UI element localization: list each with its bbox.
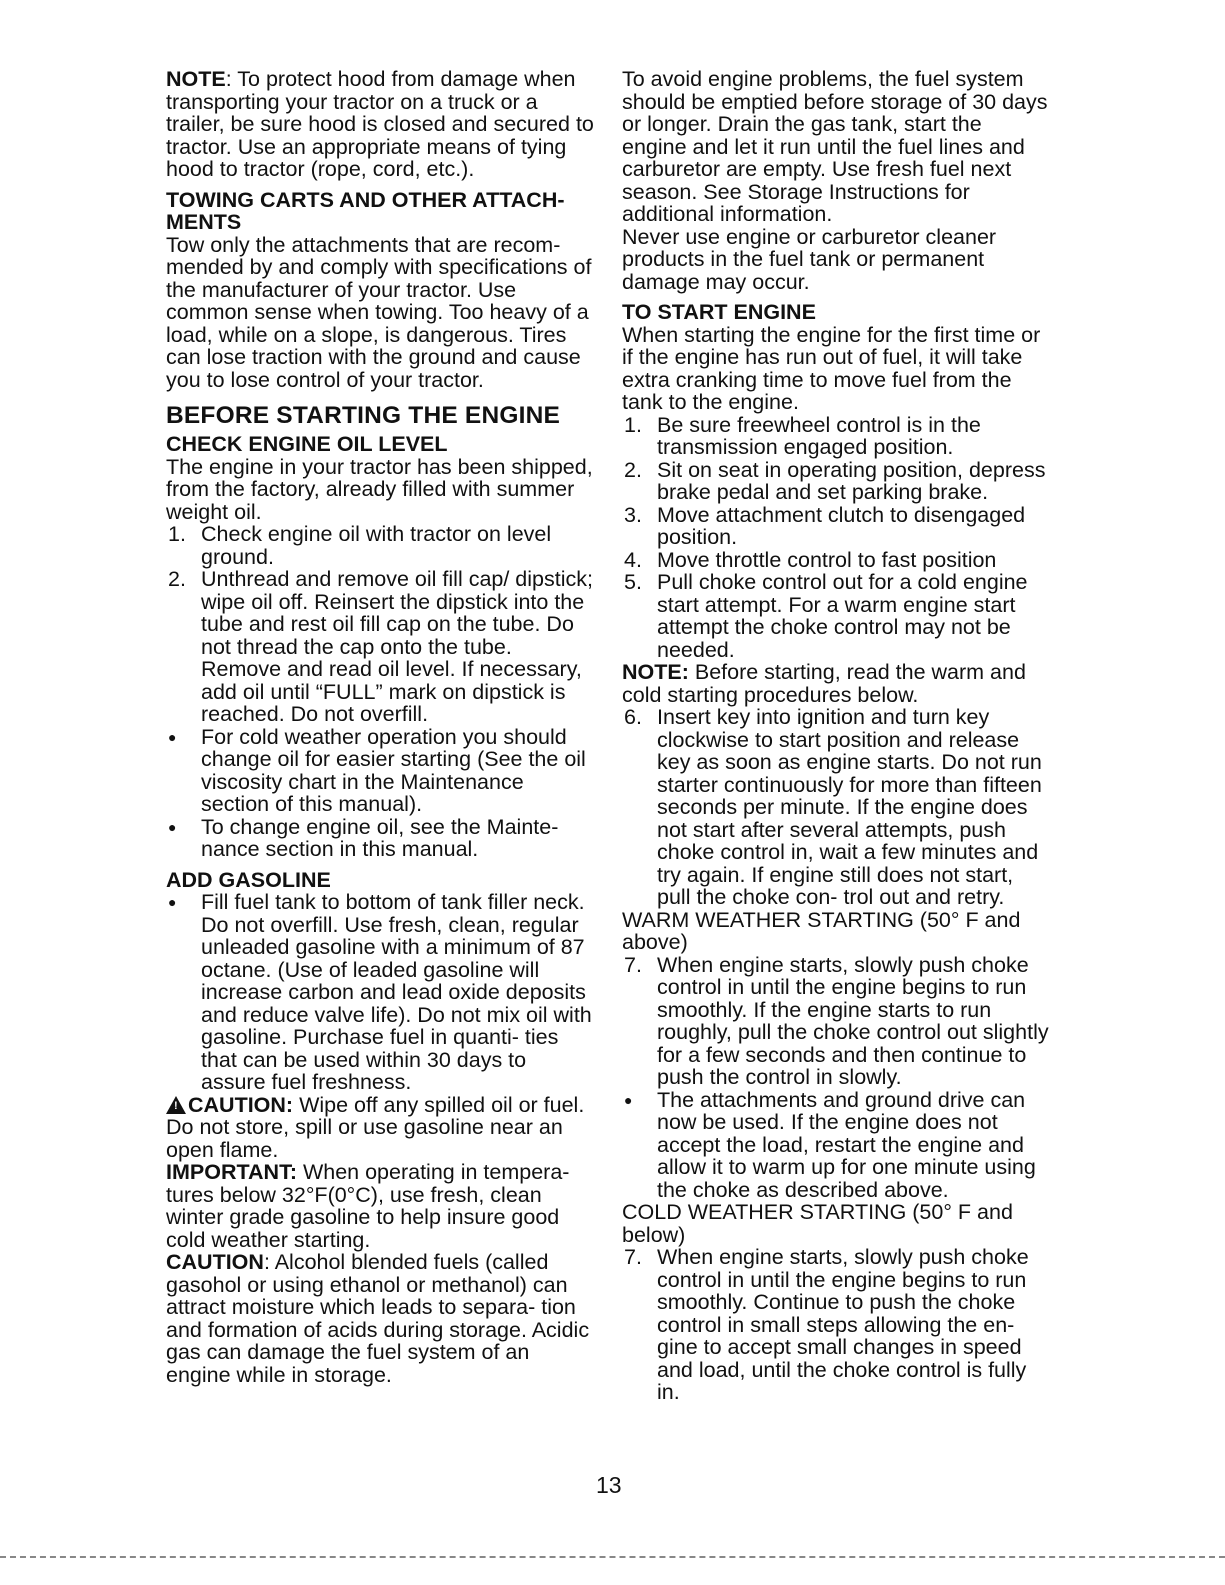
bullet-dot-icon: ● <box>168 818 177 835</box>
right-column <box>622 68 1052 1404</box>
bullet-text: For cold weather operation you should change oil for easier starting (See the oil viscosity chart in the Maintenance section of this manual). <box>201 724 586 816</box>
note-label: NOTE: <box>622 660 689 684</box>
list-item <box>166 523 596 568</box>
list-item <box>622 549 1052 572</box>
step-number: 1. <box>624 412 642 437</box>
list-item <box>622 504 1052 549</box>
step-text: When engine starts, slowly push choke control in until the engine begins to run smoothly. Continue to push the choke control in small steps allowing the en- gine to accept small changes in speed and load, until the choke control is fully in. <box>657 1245 1029 1404</box>
note-text: : To protect hood from damage when transporting your tractor on a truck or a trailer, be sure hood is closed and secured to tractor. Use an appropriate means of tying hood to tractor (rope, cord, etc.). <box>166 67 594 181</box>
step-number: 3. <box>624 502 642 527</box>
step-text: Be sure freewheel control is in the transmission engaged position. <box>657 412 981 459</box>
list-item <box>622 414 1052 459</box>
start-steps-list <box>622 414 1052 662</box>
check-oil-heading: CHECK ENGINE OIL LEVEL <box>166 432 448 456</box>
step-text: Check engine oil with tractor on level ground. <box>201 522 552 569</box>
caution-spill <box>166 1094 596 1162</box>
cold-weather-list <box>622 1246 1052 1404</box>
list-item <box>622 954 1052 1089</box>
warning-triangle-icon: ! <box>166 1096 186 1114</box>
start-note <box>622 661 1052 706</box>
step-number: 4. <box>624 547 642 572</box>
list-item <box>166 568 596 726</box>
step-text: Sit on seat in operating position, depress brake pedal and set parking brake. <box>657 457 1046 504</box>
step-text: Move attachment clutch to disengaged position. <box>657 502 1026 549</box>
note-text: Before starting, read the warm and cold starting procedures below. <box>622 660 1026 707</box>
step-text: Move throttle control to fast position <box>657 547 997 572</box>
note-label: NOTE <box>166 67 226 91</box>
bottom-divider <box>0 1556 1225 1559</box>
bullet-text: To change engine oil, see the Mainte- nance section in this manual. <box>201 814 559 861</box>
towing-text: Tow only the attachments that are recom- mended by and comply with specifications of the manufacturer of your tractor. Use common sense when towing. Too heavy of a load, while on a slope, is dangerous. Tires can lose traction with the ground and cause you to lose control of your tractor. <box>166 232 592 392</box>
before-starting-heading: BEFORE STARTING THE ENGINE <box>166 402 561 429</box>
add-gasoline-heading: ADD GASOLINE <box>166 867 331 892</box>
list-item <box>166 726 596 816</box>
caution-text: Wipe off any spilled oil or fuel. Do not store, spill or use gasoline near an open flame. <box>166 1092 585 1162</box>
step-text: Insert key into ignition and turn key clockwise to start position and release key as soon as engine starts. Do not run starter continuously for more than fifteen seconds per minute. If the engine does not start after several attempts, push choke control in, wait a few minutes and try again. If engine still does not start, pull the choke con- trol out and retry. <box>657 705 1042 909</box>
step-number: 7. <box>624 952 642 977</box>
bullet-dot-icon: ● <box>624 1091 633 1108</box>
check-oil-text: The engine in your tractor has been shipped, from the factory, already filled with summer weight oil. <box>166 454 593 524</box>
bullet-dot-icon: ● <box>168 894 177 910</box>
step-number: 5. <box>624 570 642 594</box>
caution-label: CAUTION <box>166 1250 264 1274</box>
step-six-list <box>622 706 1052 909</box>
important-note <box>166 1161 596 1251</box>
towing-heading: TOWING CARTS AND OTHER ATTACH- MENTS <box>166 187 565 234</box>
warm-weather-list <box>622 954 1052 1202</box>
list-item <box>622 571 1052 661</box>
left-column <box>166 68 596 1386</box>
step-number: 7. <box>624 1245 642 1269</box>
start-engine-text: When starting the engine for the first time or if the engine has run out of fuel, it will take extra cranking time to move fuel from the tank to the engine. <box>622 322 1041 414</box>
gasoline-list <box>166 891 596 1094</box>
step-text: Pull choke control out for a cold engine start attempt. For a warm engine start attempt the choke control may not be needed. <box>657 570 1028 662</box>
bullet-text: Fill fuel tank to bottom of tank filler neck. Do not overfill. Use fresh, clean, regular unleaded gasoline with a minimum of 87 octane. (Use of leaded gasoline will increase carbon and lead oxide deposits and reduce valve life). Do not mix oil with gasoline. Purchase fuel in quanti- ties that can be used within 30 days to assure fuel freshness. <box>201 890 592 1094</box>
step-text: Unthread and remove oil fill cap/ dipstick; wipe oil off. Reinsert the dipstick into the tube and rest oil fill cap on the tube. Do not thread the cap onto the tube. Remove and read oil level. If necessary, add oil until “FULL” mark on dipstick is reached. Do not overfill. <box>201 567 593 726</box>
list-item <box>622 1246 1052 1404</box>
step-number: 2. <box>168 567 186 591</box>
step-number: 2. <box>624 457 642 482</box>
oil-steps-list <box>166 523 596 861</box>
bullet-dot-icon: ● <box>168 728 177 745</box>
list-item <box>166 891 596 1094</box>
list-item <box>622 1089 1052 1202</box>
list-item <box>166 816 596 861</box>
caution-label: CAUTION: <box>188 1092 294 1117</box>
cleaner-warning: Never use engine or carburetor cleaner products in the fuel tank or permanent damage may occur. <box>622 224 997 294</box>
list-item <box>622 459 1052 504</box>
list-item <box>622 706 1052 909</box>
cold-weather-heading: COLD WEATHER STARTING (50° F and below) <box>622 1200 1013 1247</box>
caution-text: : Alcohol blended fuels (called gasohol or using ethanol or methanol) can attract moisture which leads to separa- tion and formation of acids during storage. Acidic gas can damage the fuel system of an engine while in storage. <box>166 1250 590 1387</box>
warm-weather-heading: WARM WEATHER STARTING (50° F and above) <box>622 907 1021 954</box>
important-label: IMPORTANT: <box>166 1160 297 1184</box>
step-number: 1. <box>168 522 186 546</box>
important-text: When operating in tempera- tures below 32°F(0°C), use fresh, clean winter grade gasoline to help insure good cold weather starting. <box>166 1160 570 1252</box>
caution-alcohol <box>166 1251 596 1386</box>
page-number: 13 <box>596 1472 622 1498</box>
bullet-text: The attachments and ground drive can now be used. If the engine does not accept the load, restart the engine and allow it to warm up for one minute using the choke as described above. <box>657 1087 1036 1202</box>
step-text: When engine starts, slowly push choke control in until the engine begins to run smoothly. If the engine starts to run roughly, pull the choke control out slightly for a few seconds and then continue to push the control in slowly. <box>657 952 1049 1089</box>
step-number: 6. <box>624 705 642 729</box>
start-engine-heading: TO START ENGINE <box>622 300 816 324</box>
hood-note <box>166 68 596 181</box>
storage-text: To avoid engine problems, the fuel system should be emptied before storage of 30 days or longer. Drain the gas tank, start the engine and let it run until the fuel lines and carburetor are empty. Use fresh fuel next season. See Storage Instructions for additional information. <box>622 67 1048 226</box>
